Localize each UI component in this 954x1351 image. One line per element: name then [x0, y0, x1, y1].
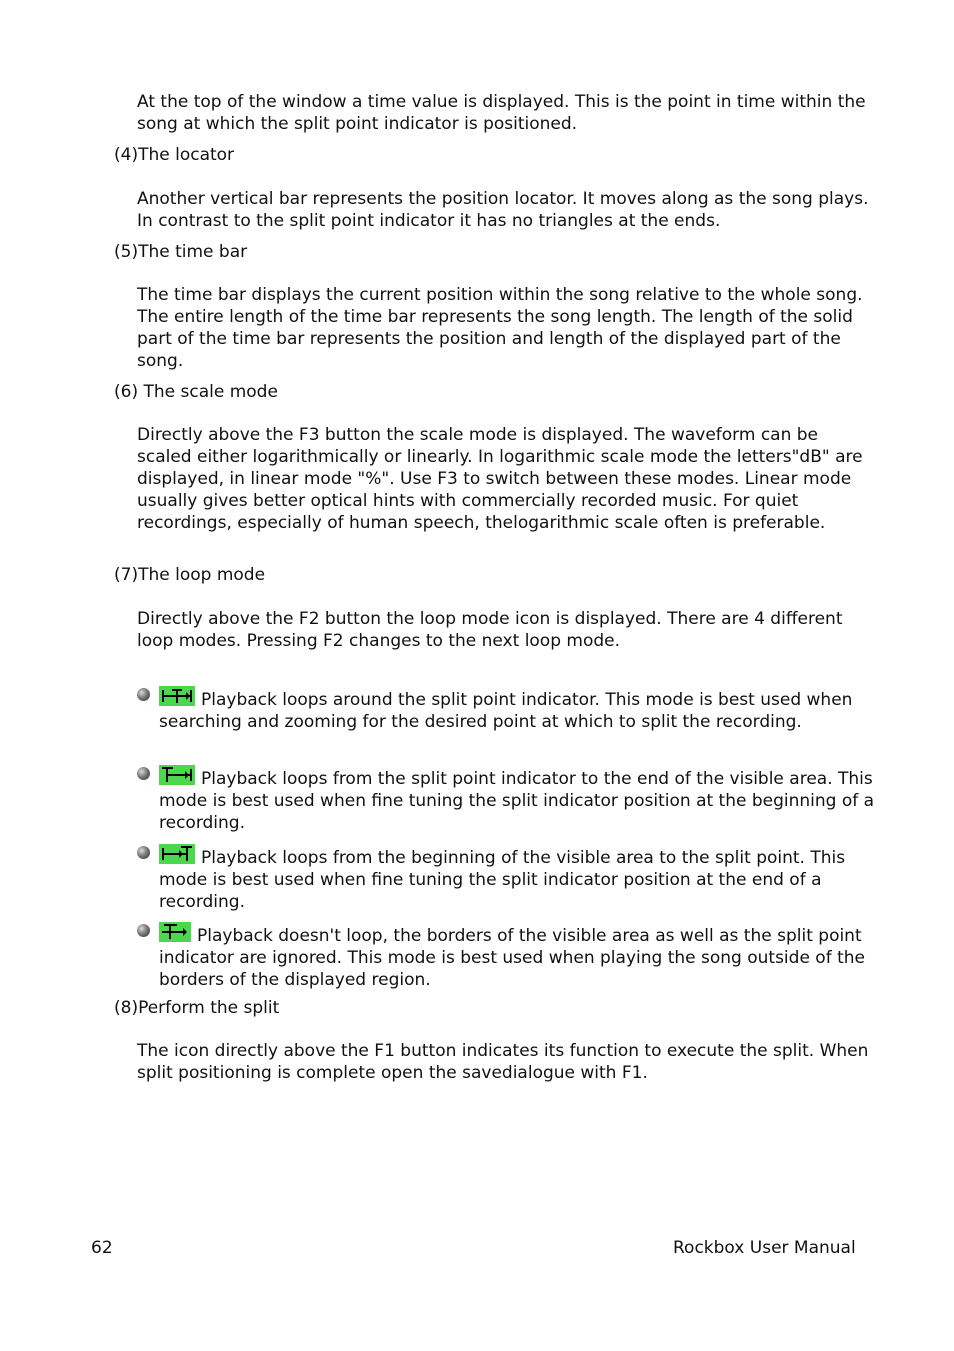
heading-time-bar: (5)The time bar [114, 242, 248, 262]
loop-begin-to-split-icon [159, 844, 195, 864]
loop-around-split-icon [159, 686, 195, 706]
heading-scale-mode: (6) The scale mode [114, 382, 278, 402]
paragraph-time-value: At the top of the window a time value is displayed. This is the point in time within the song at which the split point indicator is positioned. [137, 92, 866, 134]
loop-split-to-end-icon [159, 765, 195, 785]
bullet-text: Playback doesn't loop, the borders of the visible area as well as the split point indicator are ignored. This mode is best used when playing the song outside of the borders of the displayed region. [159, 926, 865, 990]
paragraph-perform-split: The icon directly above the F1 button indicates its function to execute the split. When split positioning is complete open the savedialogue with F1. [137, 1041, 869, 1083]
paragraph-scale-mode: Directly above the F3 button the scale mode is displayed. The waveform can be scaled either logarithmically or linearly. In logarithmic scale mode the letters"dB" are displayed, in linear mode "%". Use F3 to switch between these modes. Linear mode usually gives better optical hints with commercially recorded music. For quiet recordings, especially of human speech, thelogarithmic scale often is preferable. [137, 425, 863, 533]
bullet-icon [137, 688, 150, 701]
bullet-text: Playback loops from the split point indicator to the end of the visible area. This mode is best used when fine tuning the split indicator position at the beginning of a recording. [159, 769, 875, 833]
manual-title: Rockbox User Manual [673, 1238, 856, 1258]
paragraph-time-bar: The time bar displays the current position within the song relative to the whole song. The entire length of the time bar represents the song length. The length of the solid part of the time bar represents the position and length of the displayed part of the song. [137, 285, 863, 371]
bullet-icon [137, 846, 150, 859]
heading-perform-split: (8)Perform the split [114, 998, 280, 1018]
paragraph-loop-mode: Directly above the F2 button the loop mode icon is displayed. There are 4 different loop modes. Pressing F2 changes to the next loop mode. [137, 609, 843, 651]
paragraph-locator: Another vertical bar represents the position locator. It moves along as the song plays. In contrast to the split point indicator it has no triangles at the ends. [137, 189, 869, 231]
bullet-text: Playback loops around the split point indicator. This mode is best used when searching and zooming for the desired point at which to split the recording. [159, 690, 853, 732]
bullet-icon [137, 767, 150, 780]
heading-locator: (4)The locator [114, 145, 235, 165]
bullet-text: Playback loops from the beginning of the visible area to the split point. This mode is best used when fine tuning the split indicator position at the end of a recording. [159, 848, 846, 912]
no-loop-icon [159, 922, 191, 942]
heading-loop-mode: (7)The loop mode [114, 565, 266, 585]
page-number: 62 [91, 1238, 113, 1258]
bullet-icon [137, 924, 150, 937]
